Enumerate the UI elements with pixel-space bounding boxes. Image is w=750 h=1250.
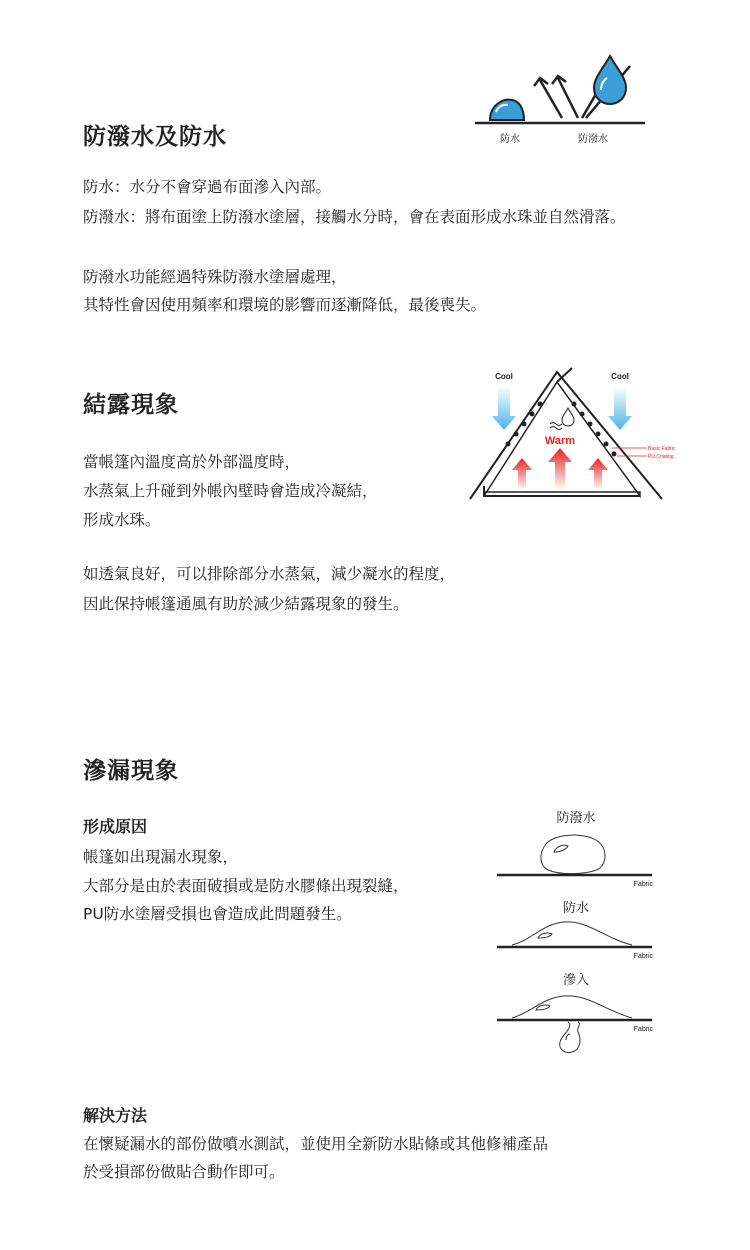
section-title-waterproof: 防潑水及防水 [83, 124, 227, 150]
label-fabric-2: Fabric [633, 953, 653, 960]
flat-droplet-icon [490, 100, 524, 120]
label-panel-waterproof: 防水 [562, 900, 590, 915]
spread-droplet-icon [512, 922, 632, 945]
label-waterproof: 防水 [500, 134, 520, 145]
cause-line-3: PU防水塗層受損也會造成此問題發生。 [83, 905, 352, 923]
cause-line-1: 帳篷如出現漏水現象， [83, 848, 239, 866]
ventilation-line-2: 因此保持帳篷通風有助於減少結露現象的發生。 [83, 595, 409, 613]
bead-droplet-icon [541, 835, 605, 874]
label-warm: Warm [544, 435, 576, 447]
solution-line-1: 在懷疑漏水的部份做噴水測試，並使用全新防水貼條或其他修補產品 [83, 1135, 549, 1153]
warm-arrows-icon [512, 448, 608, 490]
label-pu-coating: PU Coating [648, 454, 674, 460]
label-fabric-3: Fabric [633, 1026, 653, 1033]
label-water-repellent: 防潑水 [578, 134, 608, 145]
label-cool-right: Cool [611, 372, 629, 381]
condensation-diagram [462, 364, 677, 504]
solution-line-2: 於受損部份做貼合動作即可。 [83, 1163, 285, 1181]
label-fabric-1: Fabric [633, 881, 653, 888]
water-drop-icon [594, 56, 626, 104]
water-repellent-definition: 防潑水：將布面塗上防潑水塗層，接觸水分時，會在表面形成水珠並自然滑落。 [83, 208, 626, 226]
label-panel-seepage: 滲入 [562, 972, 590, 987]
condensation-line-3: 形成水珠。 [83, 511, 161, 529]
condensation-line-1: 當帳篷內溫度高於外部溫度時， [83, 453, 301, 471]
waterproof-definition: 防水：水分不會穿過布面滲入內部。 [83, 178, 332, 196]
cool-arrow-left-icon [492, 386, 516, 430]
cause-heading: 形成原因 [83, 817, 148, 836]
coating-note-line-2: 其特性會因使用頻率和環境的影響而逐漸降低，最後喪失。 [83, 296, 487, 314]
coating-note-line-1: 防潑水功能經過特殊防潑水塗層處理， [83, 268, 347, 286]
ventilation-line-1: 如透氣良好，可以排除部分水蒸氣，減少凝水的程度， [83, 565, 456, 583]
condensation-line-2: 水蒸氣上升碰到外帳內壁時會造成冷凝結， [83, 482, 378, 500]
waterproof-diagram [470, 48, 650, 150]
seeping-droplet-icon [512, 996, 632, 1053]
solution-heading: 解決方法 [83, 1106, 148, 1125]
label-cool-left: Cool [495, 372, 513, 381]
label-panel-repellent: 防潑水 [556, 810, 596, 825]
cool-arrow-right-icon [608, 386, 632, 430]
cause-line-2: 大部分是由於表面破損或是防水膠條出現裂縫， [83, 877, 409, 895]
leakage-diagram [492, 800, 657, 1065]
section-title-condensation: 結露現象 [83, 392, 179, 418]
label-basic-fabric: Basic Fabric [648, 446, 676, 452]
steam-icon [550, 408, 574, 430]
section-title-leakage: 滲漏現象 [83, 758, 179, 784]
